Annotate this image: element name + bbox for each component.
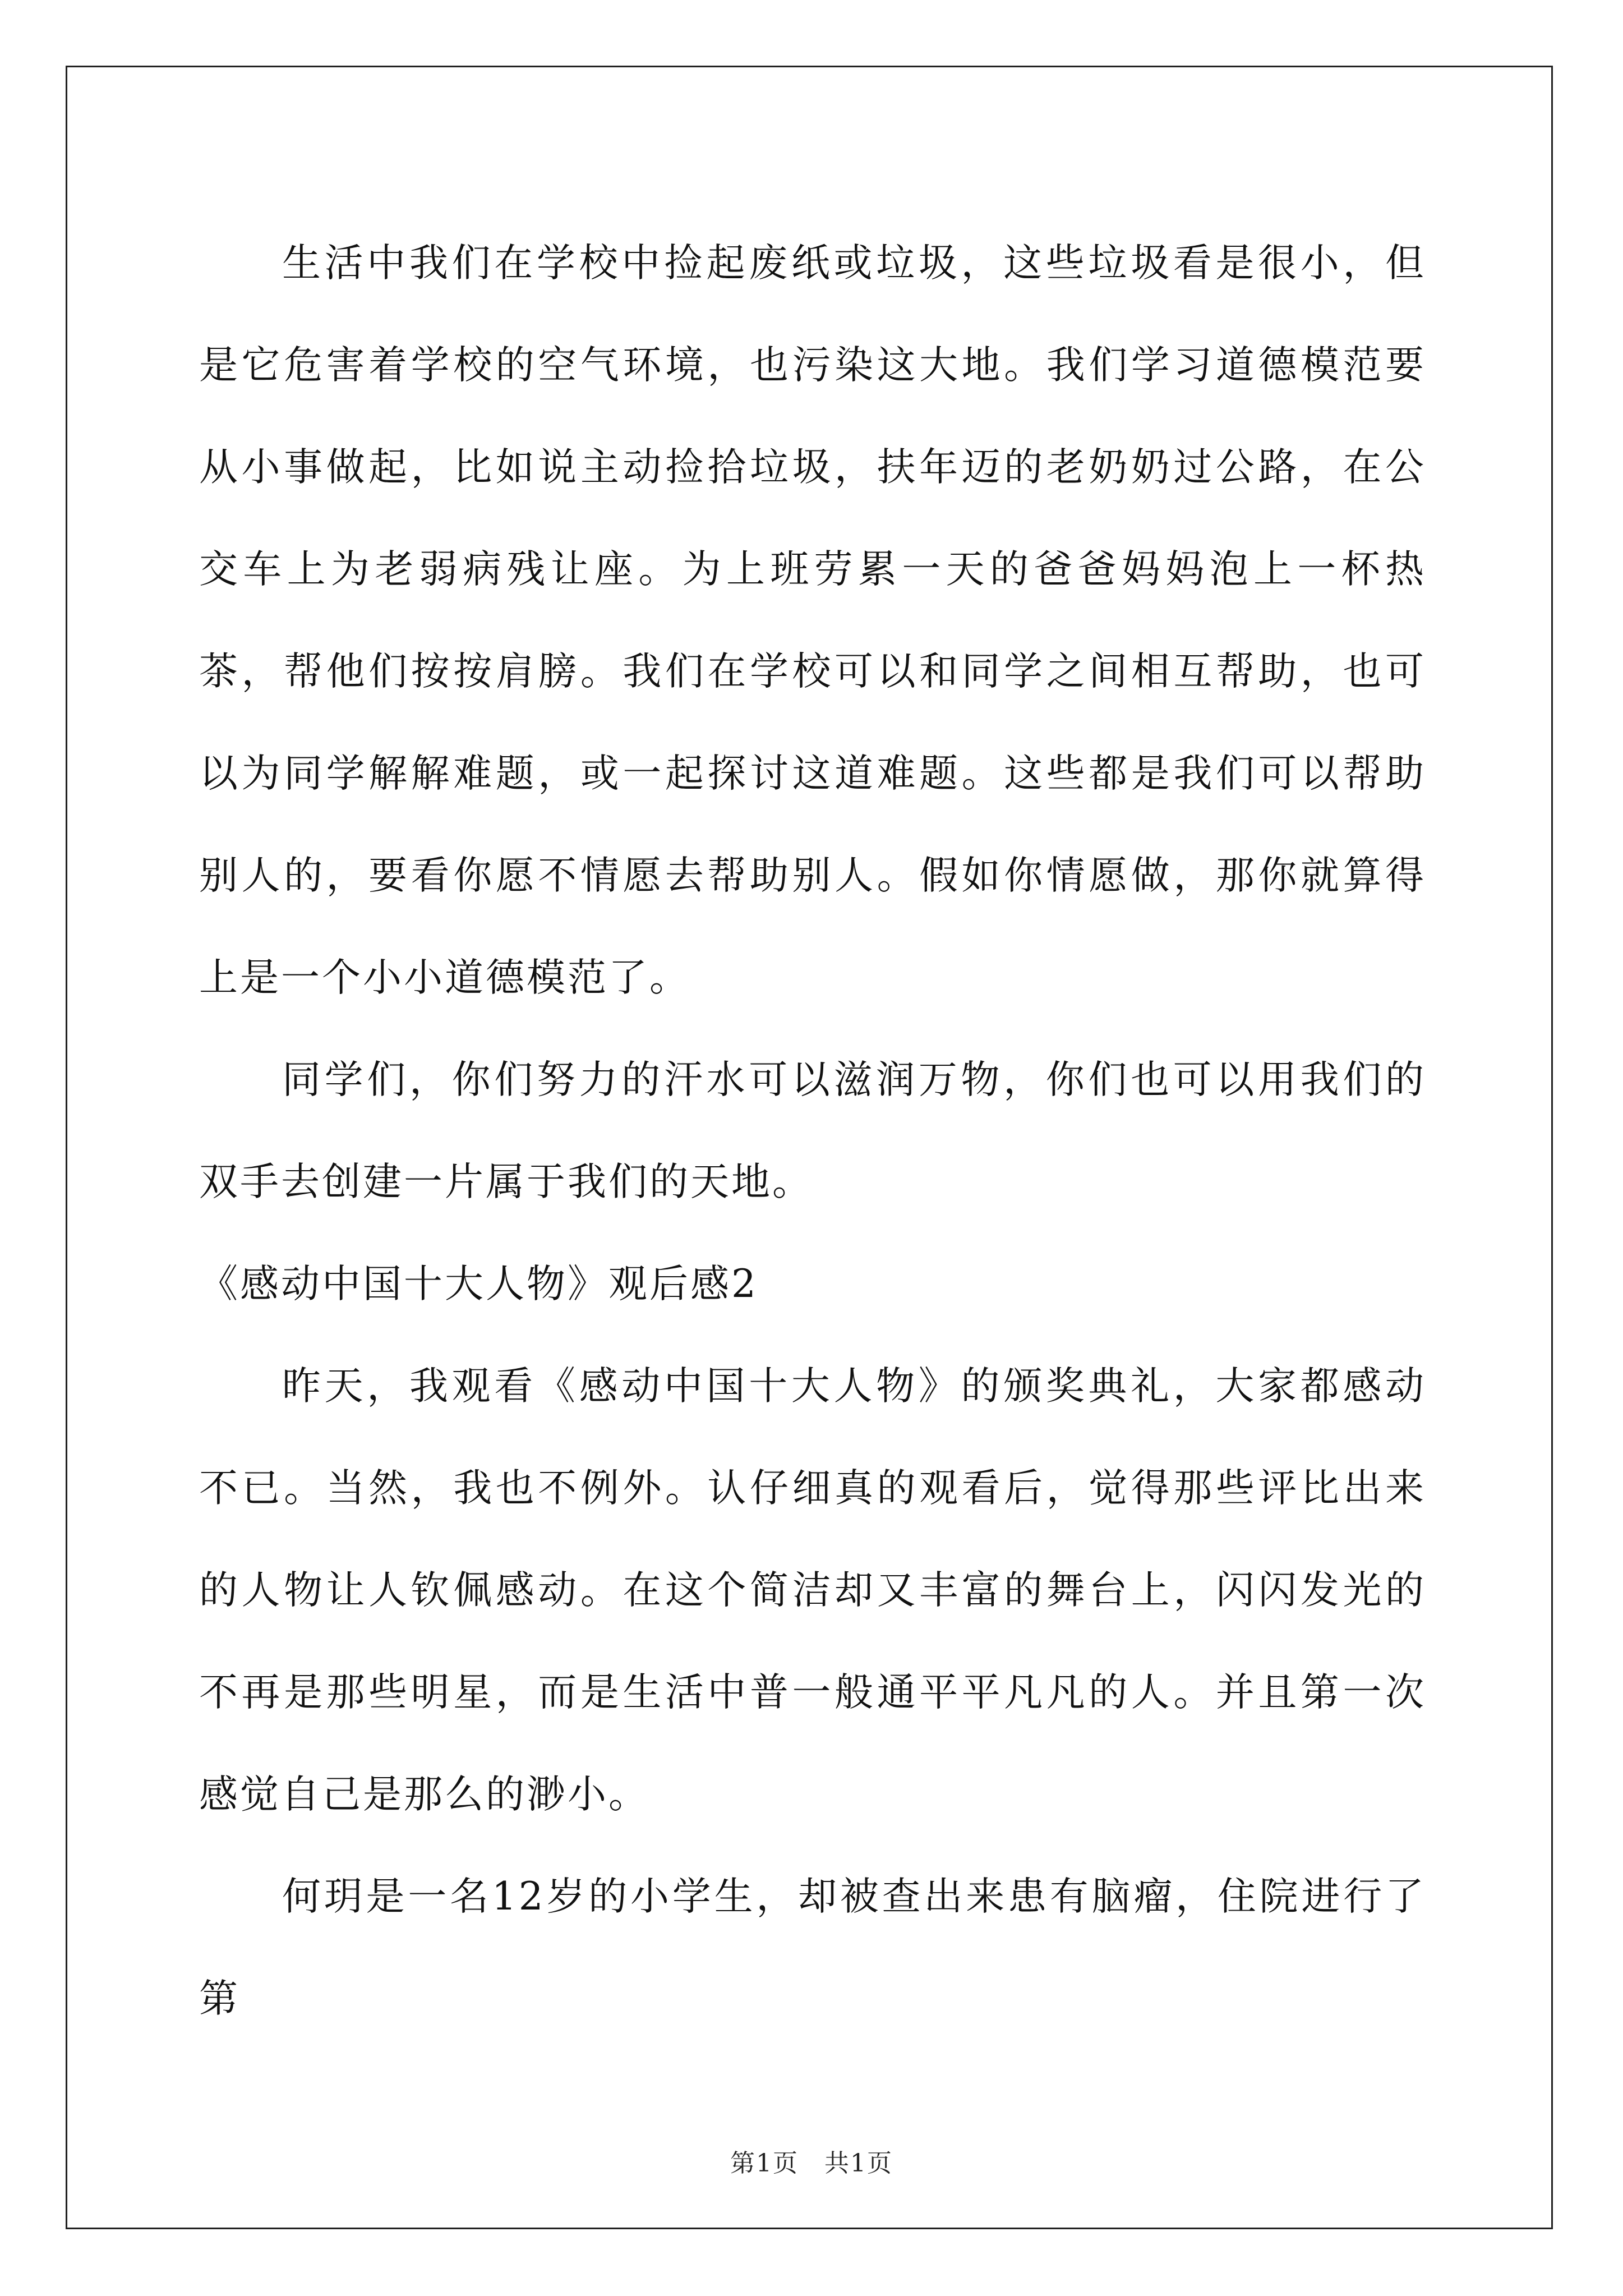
page-number-footer: 第1页 共1页 — [730, 2149, 893, 2178]
section-title: 《感动中国十大人物》观后感2 — [199, 1262, 758, 1306]
paragraph: 昨天，我观看《感动中国十大人物》的颁奖典礼，大家都感动不已。当然，我也不例外。认仔细真的观看后，觉得那些评比出来的人物让人钦佩感动。在这个简洁却又丰富的舞台上，闪闪发光的不再是那些明星，而是生活中普一般通平平凡凡的人。并且第一次感觉自己是那么的渺小。 — [199, 1364, 1426, 1817]
paragraph: 生活中我们在学校中捡起废纸或垃圾，这些垃圾看是很小，但是它危害着学校的空气环境，也污染这大地。我们学习道德模范要从小事做起，比如说主动捡拾垃圾，扶年迈的老奶奶过公路，在公交车上为老弱病残让座。为上班劳累一天的爸爸妈妈泡上一杯热茶，帮他们按按肩膀。我们在学校可以和同学之间相互帮助，也可以为同学解解难题，或一起探讨这道难题。这些都是我们可以帮助别人的，要看你愿不情愿去帮助别人。假如你情愿做，那你就算得上是一个小小道德模范了。 — [199, 241, 1426, 1000]
paragraph: 同学们，你们努力的汗水可以滋润万物，你们也可以用我们的双手去创建一片属于我们的天地。 — [199, 1057, 1426, 1204]
paragraph: 何玥是一名12岁的小学生，却被查出来患有脑瘤，住院进行了第 — [199, 1874, 1426, 2021]
document-body — [199, 212, 1426, 2050]
